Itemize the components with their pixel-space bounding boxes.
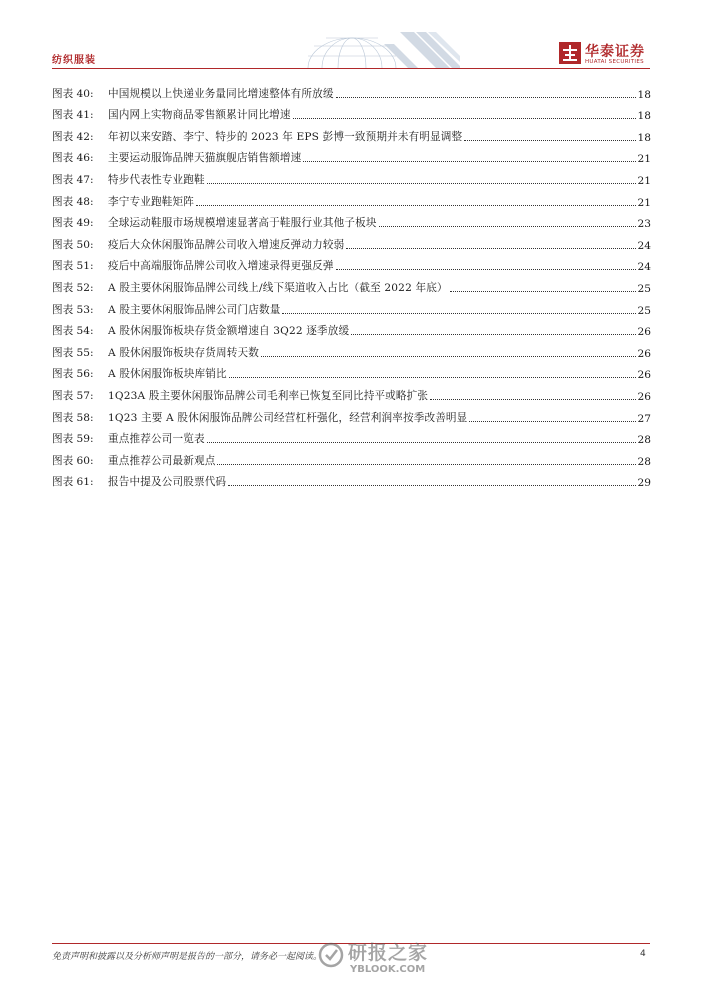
- toc-entry-page: 26: [637, 390, 651, 403]
- toc-entry-label: 图表 58:: [52, 411, 94, 424]
- toc-entry[interactable]: [52, 471, 651, 493]
- toc-entry-page: 21: [637, 196, 651, 209]
- toc-dot-leader: [379, 226, 636, 227]
- toc-dot-leader: [282, 313, 635, 314]
- toc-entry-page: 25: [637, 304, 651, 317]
- toc-entry-label: 图表 52:: [52, 281, 94, 294]
- toc-entry[interactable]: [52, 82, 651, 104]
- toc-entry[interactable]: [52, 255, 651, 277]
- toc-dot-leader: [217, 464, 635, 465]
- footer-disclaimer: 免责声明和披露以及分析师声明是报告的一部分，请务必一起阅读。: [52, 952, 323, 962]
- toc-entry-title: 1Q23 主要 A 股休闲服饰品牌公司经营杠杆强化，经营利润率按季改善明显: [108, 411, 468, 424]
- toc-entry-title: A 股休闲服饰板块存货金额增速自 3Q22 逐季放缓: [108, 325, 350, 338]
- toc-entry[interactable]: [52, 449, 651, 471]
- toc-dot-leader: [351, 334, 635, 335]
- toc-entry[interactable]: [52, 341, 651, 363]
- toc-dot-leader: [450, 291, 636, 292]
- toc-dot-leader: [464, 140, 635, 141]
- toc-entry-label: 图表 61:: [52, 476, 94, 489]
- logo-name-cn: 华泰证券: [585, 44, 645, 60]
- watermark-icon: [318, 942, 344, 968]
- toc-entry-page: 26: [637, 326, 651, 339]
- toc-entry-page: 24: [637, 261, 651, 274]
- page-number: 4: [640, 949, 646, 959]
- toc-entry-page: 27: [637, 412, 651, 425]
- toc-entry-title: 特步代表性专业跑鞋: [108, 173, 205, 186]
- header-divider: [52, 68, 650, 69]
- toc-entry[interactable]: [52, 320, 651, 342]
- toc-entry-label: 图表 47:: [52, 173, 94, 186]
- toc-entry-label: 图表 40:: [52, 87, 94, 100]
- toc-dot-leader: [346, 248, 635, 249]
- toc-entry[interactable]: [52, 276, 651, 298]
- toc-entry-title: A 股主要休闲服饰品牌公司门店数量: [108, 303, 281, 316]
- toc-entry-title: 李宁专业跑鞋矩阵: [108, 195, 194, 208]
- toc-entry-label: 图表 56:: [52, 368, 94, 381]
- toc-entry-title: 国内网上实物商品零售额累计同比增速: [108, 109, 291, 122]
- toc-entry-label: 图表 49:: [52, 217, 94, 230]
- toc-entry[interactable]: [52, 363, 651, 385]
- section-label: 纺织服装: [52, 55, 96, 66]
- toc-entry-label: 图表 55:: [52, 346, 94, 359]
- huatai-logo-icon: [559, 42, 581, 64]
- toc-entry-page: 21: [637, 174, 651, 187]
- toc-dot-leader: [303, 161, 635, 162]
- toc-entry-page: 23: [637, 218, 651, 231]
- toc-dot-leader: [196, 205, 636, 206]
- toc-entry-title: 中国规模以上快递业务量同比增速整体有所放缓: [108, 87, 334, 100]
- toc-entry-title: A 股休闲服饰板块存货周转天数: [108, 346, 259, 359]
- toc-entry-title: 重点推荐公司最新观点: [108, 454, 216, 467]
- toc-entry-page: 18: [637, 110, 651, 123]
- toc-dot-leader: [228, 485, 635, 486]
- toc-entry-title: 年初以来安踏、李宁、特步的 2023 年 EPS 彭博一致预期并未有明显调整: [108, 130, 463, 143]
- watermark: [318, 936, 468, 980]
- toc-entry-title: 1Q23A 股主要休闲服饰品牌公司毛利率已恢复至同比持平或略扩张: [108, 389, 429, 402]
- logo-name-en: HUATAI SECURITIES: [585, 59, 644, 65]
- toc-dot-leader: [469, 421, 635, 422]
- toc-entry-label: 图表 54:: [52, 325, 94, 338]
- toc-entry-title: A 股主要休闲服饰品牌公司线上/线下渠道收入占比（截至 2022 年底）: [108, 281, 448, 294]
- toc-entry[interactable]: [52, 104, 651, 126]
- toc-entry[interactable]: [52, 190, 651, 212]
- toc-entry-title: 重点推荐公司一览表: [108, 433, 205, 446]
- toc-dot-leader: [336, 97, 636, 98]
- toc-entry[interactable]: [52, 233, 651, 255]
- toc-entry[interactable]: [52, 168, 651, 190]
- toc-entry-page: 28: [637, 455, 651, 468]
- toc-entry-page: 18: [637, 88, 651, 101]
- toc-entry-label: 图表 41:: [52, 109, 94, 122]
- toc-entry-page: 25: [637, 282, 651, 295]
- toc-entry-label: 图表 51:: [52, 260, 94, 273]
- toc-entry-page: 26: [637, 347, 651, 360]
- toc-entry-label: 图表 48:: [52, 195, 94, 208]
- toc-entry-label: 图表 42:: [52, 130, 94, 143]
- toc-entry[interactable]: [52, 298, 651, 320]
- toc-entry-page: 26: [637, 369, 651, 382]
- toc-entry-label: 图表 46:: [52, 152, 94, 165]
- toc-dot-leader: [261, 356, 636, 357]
- toc-entry[interactable]: [52, 406, 651, 428]
- toc-entry-page: 28: [637, 434, 651, 447]
- toc-entry-title: 报告中提及公司股票代码: [108, 476, 227, 489]
- toc-dot-leader: [336, 269, 636, 270]
- toc-entry-page: 18: [637, 131, 651, 144]
- toc-entry[interactable]: [52, 147, 651, 169]
- toc-entry-label: 图表 50:: [52, 238, 94, 251]
- globe-graphic-icon: [290, 22, 460, 68]
- table-of-figures: [52, 82, 651, 492]
- toc-entry[interactable]: [52, 384, 651, 406]
- watermark-text-en: YBLOOK.COM: [350, 964, 426, 975]
- toc-dot-leader: [207, 183, 636, 184]
- toc-entry-title: 主要运动服饰品牌天猫旗舰店销售额增速: [108, 152, 302, 165]
- toc-entry[interactable]: [52, 428, 651, 450]
- toc-entry-page: 24: [637, 239, 651, 252]
- toc-dot-leader: [229, 377, 636, 378]
- toc-entry-title: 疫后大众休闲服饰品牌公司收入增速反弹动力较弱: [108, 238, 345, 251]
- toc-entry-label: 图表 59:: [52, 433, 94, 446]
- toc-entry-title: A 股休闲服饰板块库销比: [108, 368, 227, 381]
- watermark-text-cn: 研报之家: [348, 942, 429, 964]
- toc-entry[interactable]: [52, 212, 651, 234]
- huatai-logo: [559, 40, 659, 68]
- toc-entry-label: 图表 53:: [52, 303, 94, 316]
- toc-entry-title: 疫后中高端服饰品牌公司收入增速录得更强反弹: [108, 260, 334, 273]
- toc-entry[interactable]: [52, 125, 651, 147]
- toc-entry-label: 图表 60:: [52, 454, 94, 467]
- toc-dot-leader: [207, 442, 636, 443]
- toc-dot-leader: [430, 399, 635, 400]
- toc-entry-label: 图表 57:: [52, 389, 94, 402]
- page-header: [0, 0, 702, 72]
- toc-dot-leader: [293, 118, 636, 119]
- toc-entry-title: 全球运动鞋服市场规模增速显著高于鞋服行业其他子板块: [108, 217, 377, 230]
- toc-entry-page: 21: [637, 153, 651, 166]
- toc-entry-page: 29: [637, 477, 651, 490]
